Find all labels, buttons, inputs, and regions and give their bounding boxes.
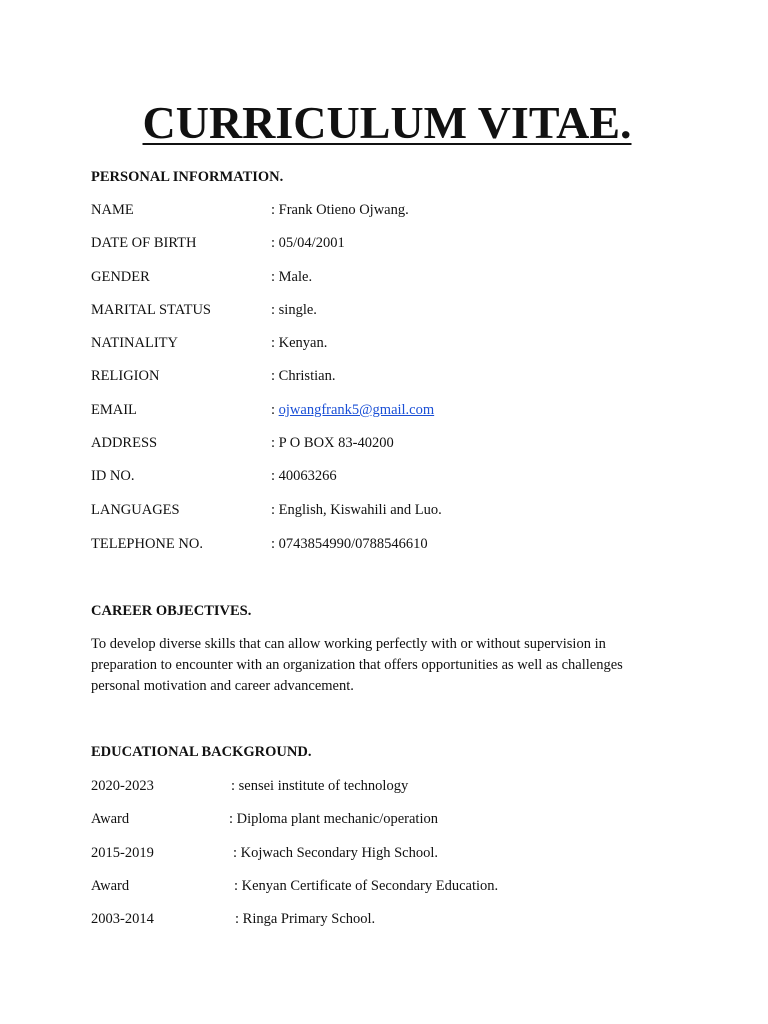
field-value: : English, Kiswahili and Luo.	[271, 502, 442, 518]
personal-info-heading: PERSONAL INFORMATION.	[91, 169, 284, 185]
career-objectives-heading: CAREER OBJECTIVES.	[91, 603, 252, 619]
field-value: : 0743854990/0788546610	[271, 536, 428, 552]
education-value: : Ringa Primary School.	[235, 911, 376, 927]
education-row	[0, 776, 768, 796]
education-row	[0, 909, 768, 929]
field-value: : 05/04/2001	[271, 235, 345, 251]
field-value: : Frank Otieno Ojwang.	[271, 202, 409, 218]
education-value: : Kojwach Secondary High School.	[233, 845, 438, 861]
education-value: : sensei institute of technology	[231, 778, 409, 794]
field-label: ID NO.	[91, 468, 135, 484]
field-row-languages	[0, 500, 768, 520]
field-value	[271, 400, 434, 420]
field-label: ADDRESS	[91, 435, 158, 451]
field-value: : Male.	[271, 269, 313, 285]
field-row-telephone	[0, 534, 768, 554]
field-label: DATE OF BIRTH	[91, 235, 197, 251]
paragraph-line: personal motivation and career advancement.	[91, 678, 354, 694]
document-title: CURRICULUM VITAE.	[142, 97, 632, 148]
field-value: : Christian.	[271, 368, 336, 384]
education-label: 2020-2023	[91, 778, 154, 794]
education-row	[0, 843, 768, 863]
field-label: RELIGION	[91, 368, 160, 384]
field-value: : 40063266	[271, 468, 337, 484]
field-label: NATINALITY	[91, 335, 178, 351]
field-label: NAME	[91, 202, 134, 218]
field-row-address	[0, 433, 768, 453]
education-row	[0, 809, 768, 829]
education-label: 2015-2019	[91, 845, 154, 861]
education-label: Award	[91, 878, 130, 894]
field-value: : Kenyan.	[271, 335, 328, 351]
field-row-nationality	[0, 333, 768, 353]
field-label: TELEPHONE NO.	[91, 536, 203, 552]
field-row-date-of-birth	[0, 233, 768, 253]
field-label: LANGUAGES	[91, 502, 180, 518]
education-value: : Kenyan Certificate of Secondary Education.	[234, 878, 499, 894]
field-row-religion	[0, 366, 768, 386]
email-prefix: :	[271, 402, 279, 418]
field-row-marital-status	[0, 300, 768, 320]
paragraph-line: To develop diverse skills that can allow working perfectly with or without supervision in	[91, 636, 606, 652]
field-row-gender	[0, 267, 768, 287]
education-row	[0, 876, 768, 896]
education-label: Award	[91, 811, 130, 827]
field-row-email	[0, 400, 768, 420]
field-label: EMAIL	[91, 402, 137, 418]
field-row-id-no	[0, 466, 768, 486]
email-link[interactable]: ojwangfrank5@gmail.com	[278, 402, 435, 418]
education-value: : Diploma plant mechanic/operation	[229, 811, 438, 827]
field-row-name	[0, 200, 768, 220]
education-heading: EDUCATIONAL BACKGROUND.	[91, 744, 312, 760]
paragraph-line: preparation to encounter with an organization that offers opportunities as well as challenges	[91, 657, 623, 673]
field-label: MARITAL STATUS	[91, 302, 211, 318]
field-value: : single.	[271, 302, 317, 318]
field-label: GENDER	[91, 269, 150, 285]
field-value: : P O BOX 83-40200	[271, 435, 394, 451]
education-label: 2003-2014	[91, 911, 154, 927]
career-objectives-text	[91, 634, 691, 697]
